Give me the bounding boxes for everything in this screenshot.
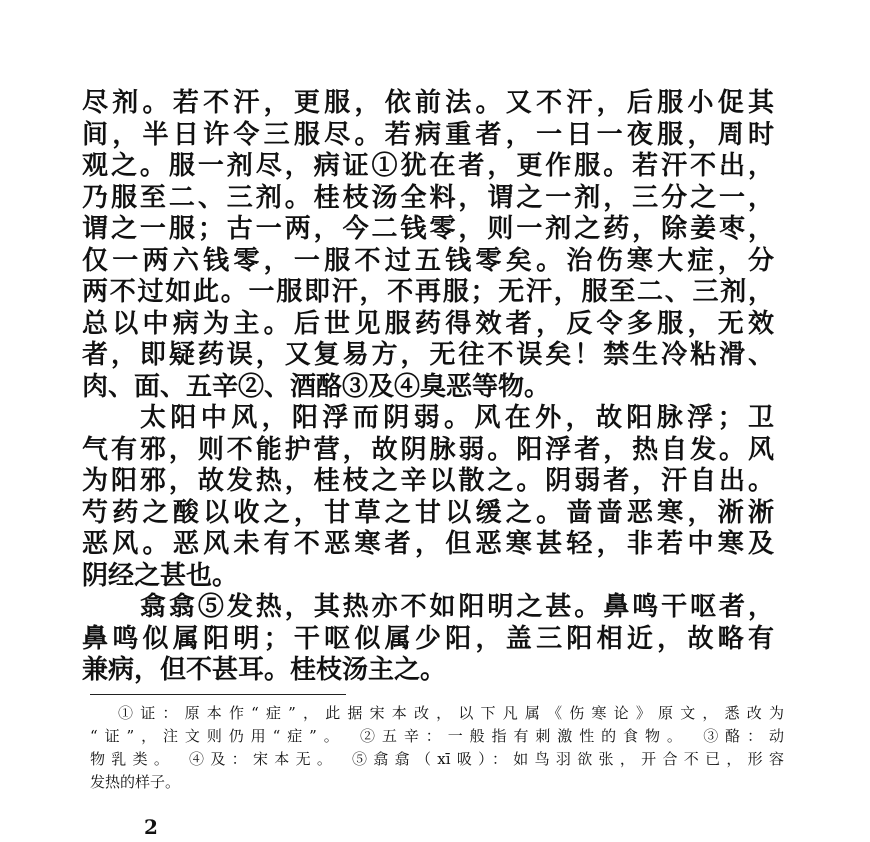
text-line: 肉、面、五辛②、酒酪③及④臭恶等物。 (82, 371, 551, 402)
text-line: 兼病，但不甚耳。桂枝汤主之。 (82, 655, 447, 685)
footnote-separator (90, 694, 346, 695)
footnotes (90, 702, 784, 794)
text-line: 总以中病为主。后世见服药得效者，反令多服，无效 (82, 308, 774, 339)
text-line: 间，半日许令三服尽。若病重者，一日一夜服，周时 (82, 119, 774, 150)
text-line: 尽剂。若不汗，更服，依前法。又不汗，后服小促其 (82, 88, 774, 118)
text-line: 翕翕⑤发热，其热亦不如阳明之甚。鼻鸣干呕者， (140, 592, 774, 622)
text-line: 鼻鸣似属阳明；干呕似属少阳，盖三阳相近，故略有 (82, 623, 774, 654)
footnote-line: ①证：原本作“症”，此据宋本改，以下凡属《伤寒论》原文，悉改为 (118, 704, 784, 722)
text-line: 气有邪，则不能护营，故阴脉弱。阳浮者，热自发。风 (82, 434, 774, 465)
page-number: 2 (144, 815, 158, 839)
text-line: 观之。服一剂尽，病证①犹在者，更作服。若汗不出， (82, 151, 774, 181)
footnote-line: 发热的样子。 (90, 773, 181, 791)
text-line: 者，即疑药误，又复易方，无往不误矣！禁生冷粘滑、 (82, 340, 774, 370)
body-text (82, 88, 774, 687)
text-line: 为阳邪，故发热，桂枝之辛以散之。阴弱者，汗自出。 (82, 466, 774, 496)
text-line: 芍药之酸以收之，甘草之甘以缓之。啬啬恶寒，淅淅 (82, 497, 774, 528)
text-line: 仅一两六钱零，一服不过五钱零矣。治伤寒大症，分 (82, 245, 774, 276)
text-line: 阴经之甚也。 (82, 560, 239, 591)
text-line: 两不过如此。一服即汗，不再服；无汗，服至二、三剂， (82, 277, 774, 307)
text-line: 乃服至二、三剂。桂枝汤全料，谓之一剂，三分之一， (82, 182, 774, 213)
text-line: 恶风。恶风未有不恶寒者，但恶寒甚轻，非若中寒及 (82, 529, 774, 559)
text-line: 太阳中风，阳浮而阴弱。风在外，故阳脉浮；卫 (140, 403, 774, 433)
footnote-line: “证”，注文则仍用“症”。 ②五辛：一般指有刺激性的食物。 ③酪：动 (90, 727, 784, 745)
footnote-line: 物乳类。 ④及：宋本无。 ⑤翕翕（xī吸）：如鸟羽欲张，开合不已，形容 (90, 750, 784, 768)
text-line: 谓之一服；古一两，今二钱零，则一剂之药，除姜枣， (82, 214, 774, 244)
